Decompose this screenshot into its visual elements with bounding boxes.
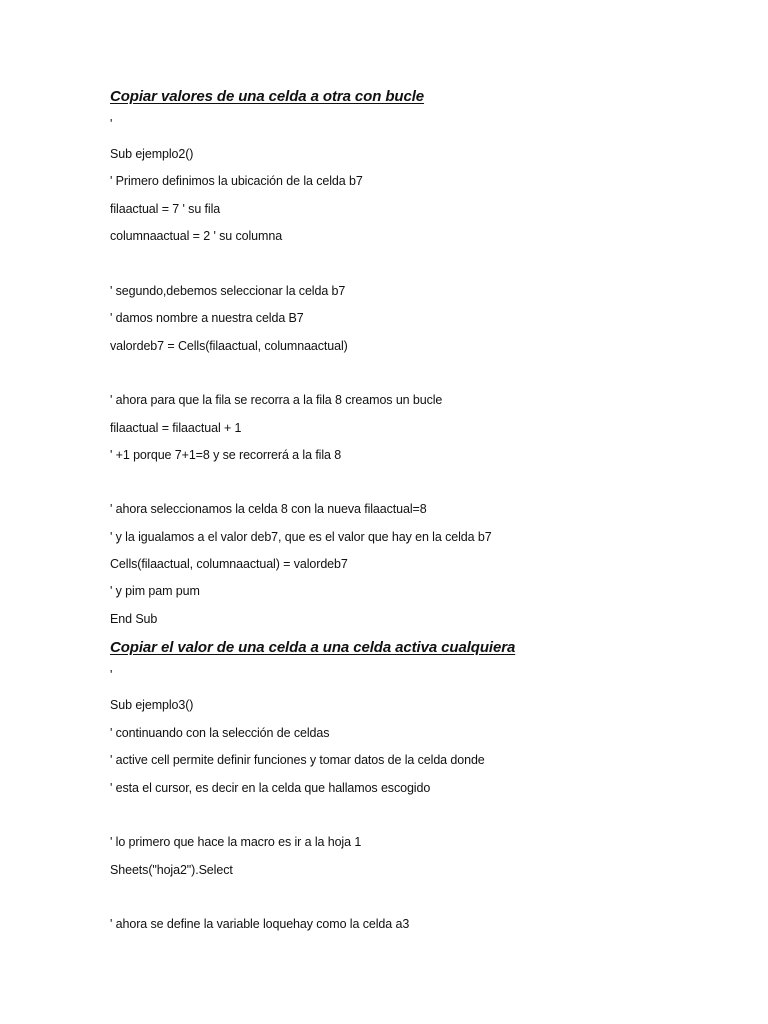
- code-line: Sub ejemplo2(): [110, 147, 194, 161]
- code-line: filaactual = 7 ' su fila: [110, 202, 221, 216]
- code-line: End Sub: [110, 612, 158, 626]
- code-line: ' ahora se define la variable loquehay como la celda a3: [110, 917, 410, 931]
- code-line: valordeb7 = Cells(filaactual, columnaactual): [110, 339, 348, 353]
- code-line: filaactual = filaactual + 1: [110, 421, 242, 435]
- code-line: ' y la igualamos a el valor deb7, que es el valor que hay en la celda b7: [110, 530, 492, 544]
- code-line: ' ahora seleccionamos la celda 8 con la nueva filaactual=8: [110, 502, 427, 516]
- section-heading: Copiar el valor de una celda a una celda activa cualquiera: [110, 639, 516, 656]
- code-line: ' Primero definimos la ubicación de la celda b7: [110, 174, 363, 188]
- code-line: ' continuando con la selección de celdas: [110, 726, 330, 740]
- code-line: ' +1 porque 7+1=8 y se recorrerá a la fila 8: [110, 448, 342, 462]
- code-line: Cells(filaactual, columnaactual) = valordeb7: [110, 557, 348, 571]
- code-line: ' ahora para que la fila se recorra a la fila 8 creamos un bucle: [110, 393, 443, 407]
- code-line: ': [110, 117, 113, 131]
- code-line: ' damos nombre a nuestra celda B7: [110, 311, 304, 325]
- code-line: ' lo primero que hace la macro es ir a la hoja 1: [110, 835, 362, 849]
- section-heading: Copiar valores de una celda a otra con bucle: [110, 88, 425, 105]
- code-line: ' esta el cursor, es decir en la celda que hallamos escogido: [110, 781, 431, 795]
- code-line: ' active cell permite definir funciones y tomar datos de la celda donde: [110, 753, 485, 767]
- code-line: columnaactual = 2 ' su columna: [110, 229, 283, 243]
- code-line: ' y pim pam pum: [110, 584, 200, 598]
- code-line: ': [110, 668, 113, 682]
- code-line: ' segundo,debemos seleccionar la celda b7: [110, 284, 346, 298]
- code-line: Sub ejemplo3(): [110, 698, 194, 712]
- code-line: Sheets("hoja2").Select: [110, 863, 233, 877]
